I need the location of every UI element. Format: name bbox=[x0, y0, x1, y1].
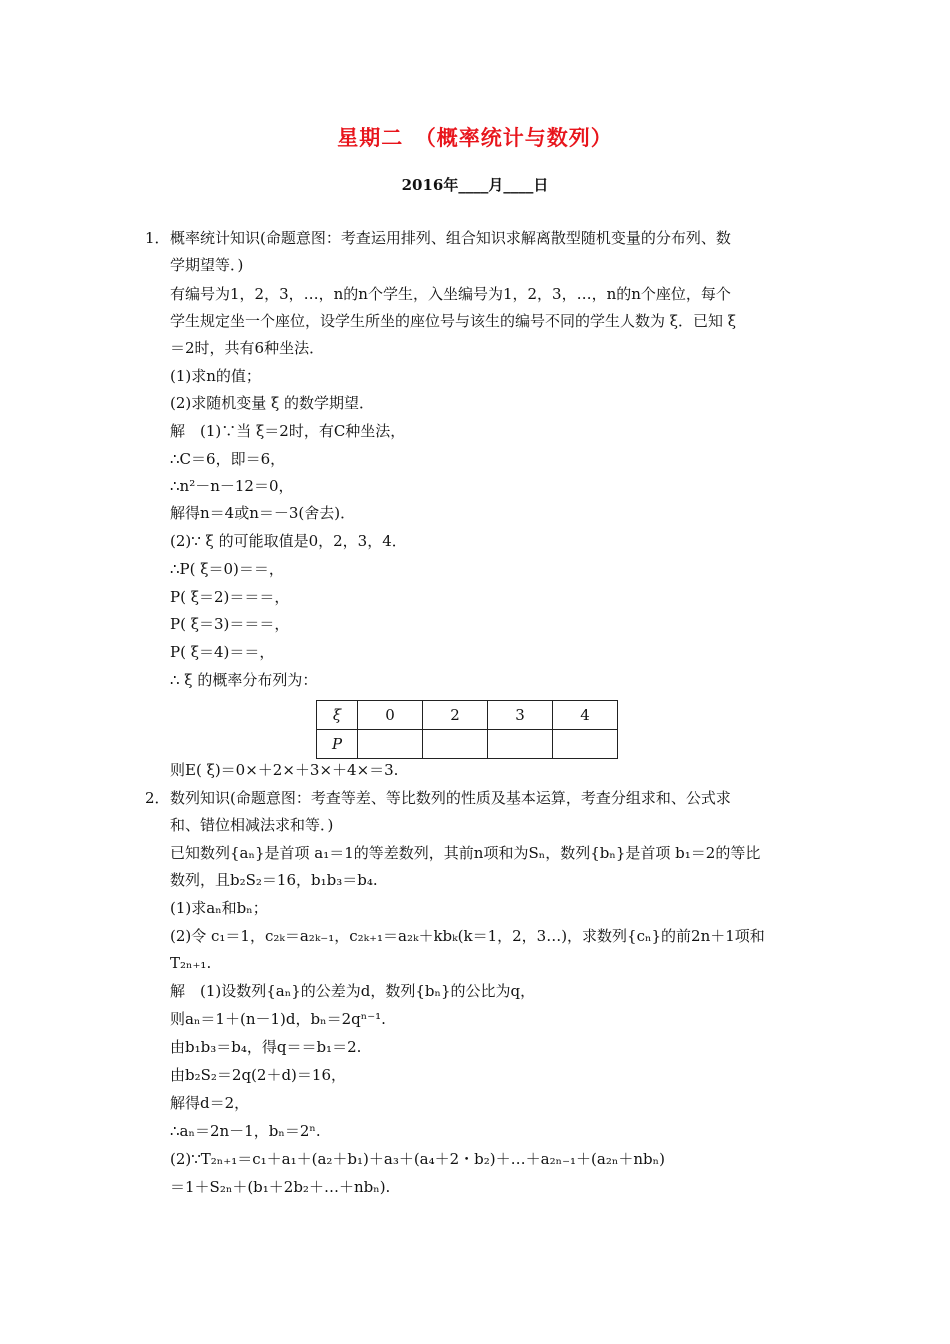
table-cell bbox=[358, 730, 423, 759]
table-cell: 3 bbox=[488, 701, 553, 730]
q2-solution-line-8: ＝1＋S₂ₙ＋(b₁＋2b₂＋…＋nbₙ). bbox=[170, 1178, 391, 1196]
q1-expectation-line: 则E( ξ)＝0×＋2×＋3×＋4×＝3. bbox=[170, 761, 399, 779]
q2-problem-line-2: 数列，且b₂S₂＝16，b₁b₃＝b₄. bbox=[170, 871, 378, 889]
q1-problem-line-3: ＝2时，共有6种坐法． bbox=[170, 339, 325, 357]
q1-solution-line-3: ∴n²－n－12＝0， bbox=[170, 477, 294, 495]
table-cell bbox=[423, 730, 488, 759]
q1-number: 1． bbox=[145, 229, 170, 247]
table-cell: 0 bbox=[358, 701, 423, 730]
table-cell bbox=[488, 730, 553, 759]
q2-solution-line-3: 由b₁b₃＝b₄，得q＝＝b₁＝2. bbox=[170, 1038, 362, 1056]
q1-solution-line-1: 解 (1)∵当 ξ＝2时，有C种坐法， bbox=[170, 422, 406, 440]
q1-solution-line-6: ∴P( ξ＝0)＝＝， bbox=[170, 560, 284, 578]
q1-part-1: (1)求n的值； bbox=[170, 367, 261, 385]
q1-solution-line-9: P( ξ＝4)＝＝， bbox=[170, 643, 275, 661]
page-title: 星期二 （概率统计与数列） bbox=[337, 125, 613, 150]
table-cell: ξ bbox=[317, 701, 358, 730]
q2-solution-line-4: 由b₂S₂＝2q(2＋d)＝16， bbox=[170, 1066, 346, 1084]
q1-problem-line-1: 有编号为1，2，3，…，n的n个学生，入坐编号为1，2，3，…，n的n个座位，每个 bbox=[170, 285, 731, 303]
table-cell: 2 bbox=[423, 701, 488, 730]
q1-solution-line-5: (2)∵ ξ 的可能取值是0，2，3，4． bbox=[170, 532, 407, 550]
table-cell bbox=[553, 730, 618, 759]
q1-solution-line-7: P( ξ＝2)＝＝＝， bbox=[170, 588, 290, 606]
q1-solution-line-2: ∴C＝6，即＝6， bbox=[170, 450, 286, 468]
distribution-table bbox=[316, 700, 618, 759]
q1-solution-line-10: ∴ ξ 的概率分布列为： bbox=[170, 671, 318, 689]
q2-part-1: (1)求aₙ和bₙ； bbox=[170, 899, 268, 917]
q1-part-2: (2)求随机变量 ξ 的数学期望． bbox=[170, 394, 375, 412]
q2-intro-line-1: 数列知识(命题意图：考查等差、等比数列的性质及基本运算，考查分组求和、公式求 bbox=[170, 789, 731, 807]
q2-solution-line-2: 则aₙ＝1＋(n－1)d，bₙ＝2qⁿ⁻¹. bbox=[170, 1010, 386, 1028]
q1-solution-line-4: 解得n＝4或n＝－3(舍去)． bbox=[170, 504, 356, 522]
q2-part-2: (2)令 c₁＝1，c₂ₖ＝a₂ₖ₋₁，c₂ₖ₊₁＝a₂ₖ＋kbₖ(k＝1，2，3…)，求数列{cₙ}的前2n＋1项和 bbox=[170, 927, 765, 945]
q1-problem-line-2: 学生规定坐一个座位，设学生所坐的座位号与该生的编号不同的学生人数为 ξ．已知 ξ bbox=[170, 312, 737, 330]
q2-part-2-cont: T₂ₙ₊₁. bbox=[170, 954, 212, 972]
q1-intro-line-1: 概率统计知识(命题意图：考查运用排列、组合知识求解离散型随机变量的分布列、数 bbox=[170, 229, 731, 247]
table-row bbox=[317, 701, 618, 730]
q2-solution-line-1: 解 (1)设数列{aₙ}的公差为d，数列{bₙ}的公比为q， bbox=[170, 982, 536, 1000]
q2-number: 2． bbox=[145, 789, 170, 807]
q2-solution-line-5: 解得d＝2， bbox=[170, 1094, 250, 1112]
date-line: 2016年____月____日 bbox=[401, 176, 549, 194]
table-row bbox=[317, 730, 618, 759]
q2-problem-line-1: 已知数列{aₙ}是首项 a₁＝1的等差数列，其前n项和为Sₙ，数列{bₙ}是首项 b₁＝2的等比 bbox=[170, 844, 761, 862]
q1-solution-line-8: P( ξ＝3)＝＝＝， bbox=[170, 615, 290, 633]
table-cell: 4 bbox=[553, 701, 618, 730]
q2-solution-line-7: (2)∵T₂ₙ₊₁＝c₁＋a₁＋(a₂＋b₁)＋a₃＋(a₄＋2・b₂)＋…＋a₂ₙ₋₁＋(a₂ₙ＋nbₙ) bbox=[170, 1150, 665, 1168]
q1-intro-line-2: 学期望等．) bbox=[170, 256, 244, 274]
q2-solution-line-6: ∴aₙ＝2n－1，bₙ＝2ⁿ. bbox=[170, 1122, 321, 1140]
q2-intro-line-2: 和、错位相减法求和等．) bbox=[170, 816, 334, 834]
table-cell: P bbox=[317, 730, 358, 759]
